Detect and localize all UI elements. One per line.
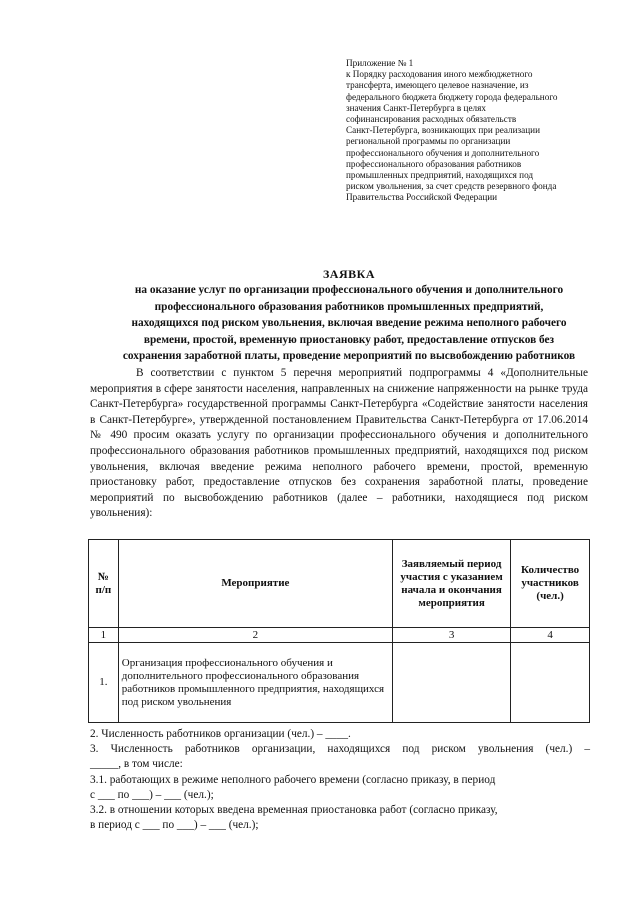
column-number: 1: [89, 628, 119, 643]
annex-line: Санкт-Петербурга, возникающих при реализации: [346, 125, 540, 136]
item-line: _____, в том числе:: [90, 758, 183, 771]
item-line: 3.2. в отношении которых введена временная приостановка работ (согласно приказу,: [90, 804, 498, 817]
column-number: 2: [118, 628, 392, 643]
annex-line: промышленных предприятий, находящихся под: [346, 170, 534, 181]
title-line: профессионального образования работников промышленных предприятий,: [154, 300, 544, 313]
row-activity: Организация профессионального обучения и дополнительного профессионального образования работников промышленного предприятия, находящихся под риском увольнения: [118, 643, 392, 723]
row-period-cell[interactable]: [392, 643, 510, 723]
annex-line: к Порядку расходования иного межбюджетного: [346, 69, 533, 80]
item-line: с ___ по ___) – ___ (чел.);: [90, 788, 214, 801]
item-line: 3.1. работающих в режиме неполного рабочего времени (согласно приказу, в период: [90, 773, 496, 786]
table-row: [89, 643, 590, 723]
item-line: 2. Численность работников организации (чел.) – ____.: [90, 728, 351, 740]
annex-line: значения Санкт-Петербурга в целях: [346, 102, 486, 113]
header-count: Количество участников (чел.): [511, 540, 590, 628]
title-line: времени, простой, временную приостановку работ, предоставление отпусков без: [143, 333, 555, 346]
annex-line: региональной программы по организации: [346, 136, 511, 147]
column-number: 4: [511, 628, 590, 643]
annex-line: федерального бюджета бюджету города федерального: [346, 91, 558, 102]
title-line: сохранения заработной платы, проведение мероприятий по высвобождению работников: [122, 350, 576, 362]
intro-paragraph: [90, 366, 588, 522]
annex-line: софинансирования расходных обязательств: [346, 114, 517, 125]
annex-line: трансферта, имеющего целевое назначение, из: [346, 80, 529, 91]
title-line: находящихся под риском увольнения, включая введение режима неполного рабочего: [131, 317, 567, 329]
header-period: Заявляемый период участия с указанием начала и окончания мероприятия: [392, 540, 510, 628]
table-header-row: [89, 540, 590, 628]
annex-line: профессионального образования работников: [346, 158, 522, 169]
item-line: 3. Численность работников организации, находящихся под риском увольнения (чел.) –: [90, 743, 590, 756]
annex-line: Правительства Российской Федерации: [346, 192, 498, 203]
activities-table: [88, 539, 590, 723]
column-number-row: [89, 628, 590, 643]
column-number: 3: [392, 628, 510, 643]
title-line: на оказание услуг по организации профессионального обучения и дополнительного: [134, 284, 564, 296]
row-count-cell[interactable]: [511, 643, 590, 723]
header-number: № п/п: [89, 540, 119, 628]
header-activity: Мероприятие: [118, 540, 392, 628]
annex-line: профессионального обучения и дополнительного: [346, 147, 540, 158]
numbered-items: [90, 727, 590, 833]
annex-block: [346, 58, 596, 204]
item-line: в период с ___ по ___) – ___ (чел.);: [90, 819, 259, 832]
intro-text: В соответствии с пунктом 5 перечня мероприятий подпрограммы 4 «Дополнительные мероприятия в сфере занятости населения, направленных на снижение напряженности на рынке труда Санкт-Петербурга» государственной программы Санкт-Петербурга «Содействие занятости населения в Санкт-Петербурге», утвержденной постановлением Правительства Санкт-Петербурга от 17.06.2014 № 490 просим оказать услугу по организации профессионального обучения и дополнительного профессионального образования работников промышленных предприятий, находящихся под риском увольнения, включая введение режима неполного рабочего времени, простой, временную приостановку работ, предоставление отпусков без сохранения заработной платы, проведение мероприятий по высвобождению работников (далее – работники, находящиеся под риском увольнения):: [90, 367, 588, 520]
row-number: 1.: [89, 643, 119, 723]
document-title: [60, 266, 638, 365]
annex-line: Приложение № 1: [346, 58, 414, 68]
annex-line: риском увольнения, за счет средств резервного фонда: [346, 181, 557, 192]
title-word: ЗАЯВКА: [322, 267, 376, 281]
